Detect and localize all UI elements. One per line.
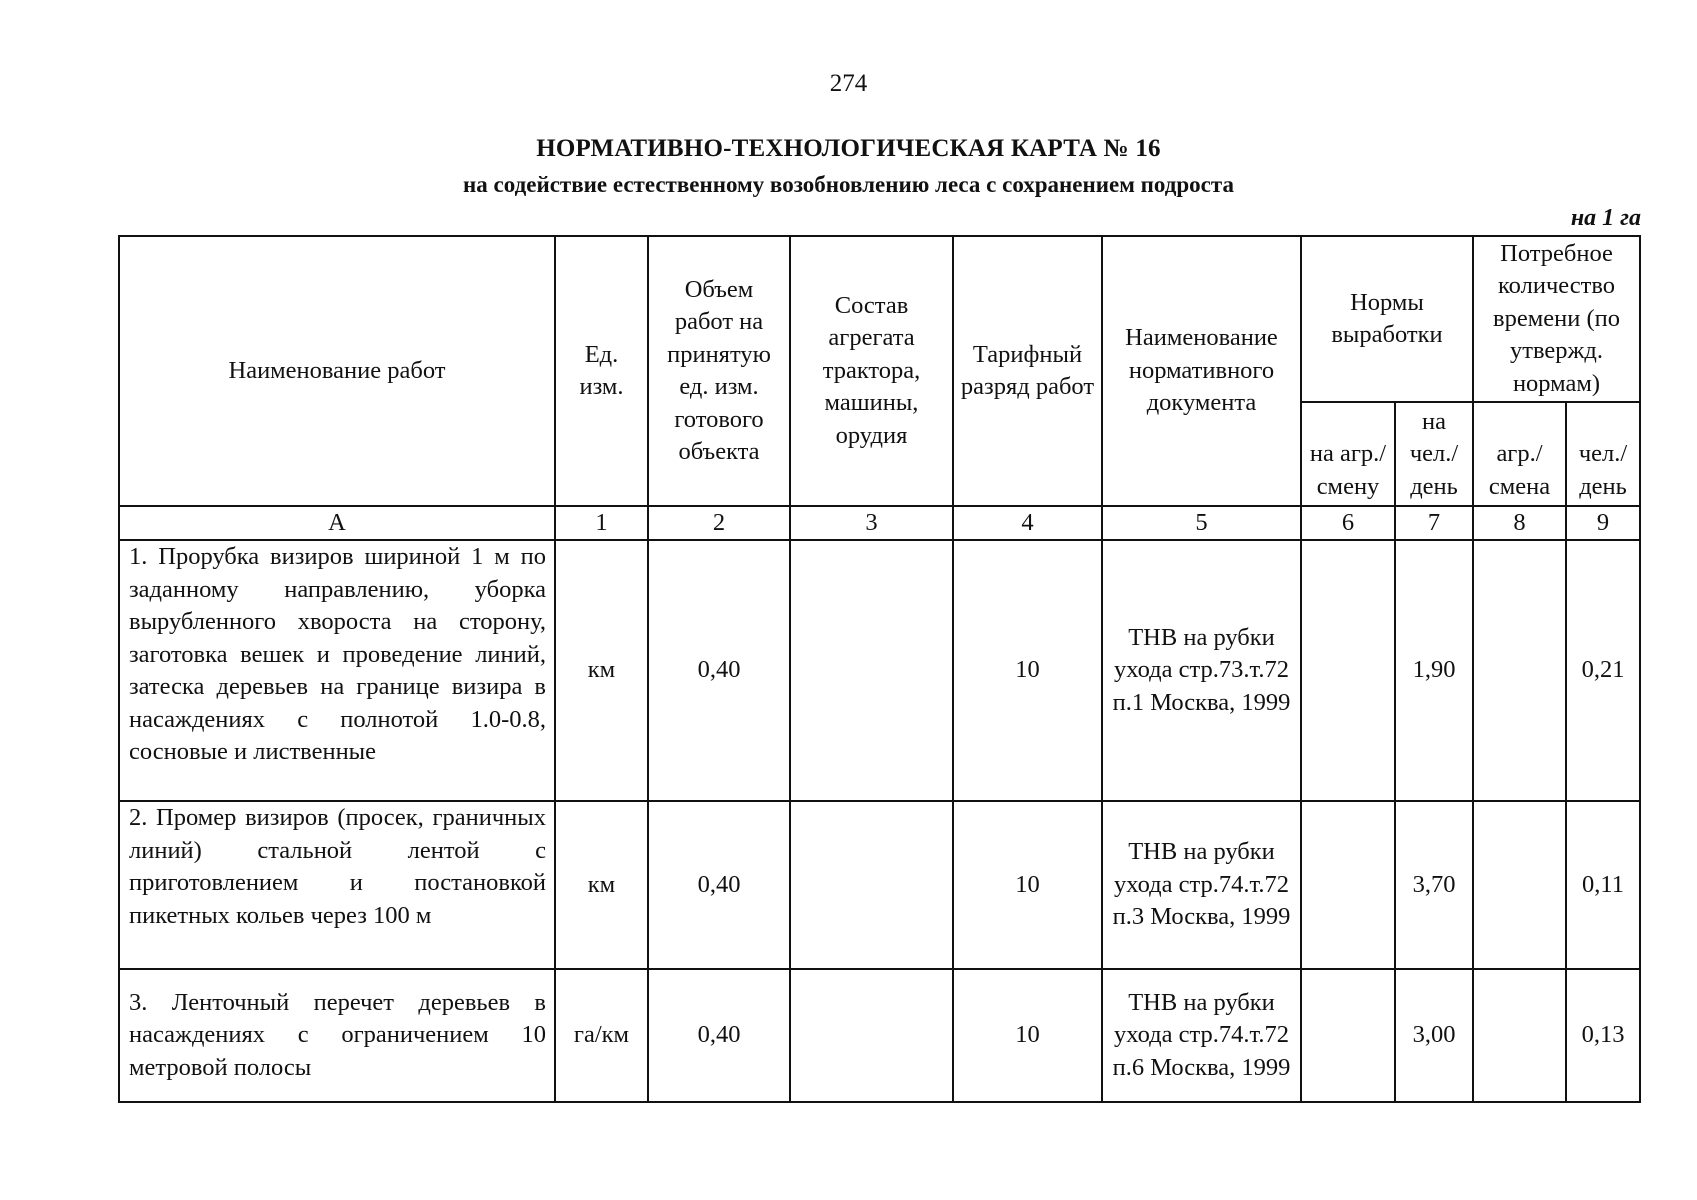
aggregate-cell <box>790 801 953 969</box>
header-output-per-agr: на агр./ смену <box>1301 402 1395 506</box>
header-row <box>119 236 1640 402</box>
time-agr-cell <box>1473 540 1566 801</box>
time-agr-cell <box>1473 801 1566 969</box>
norm-man-cell: 1,90 <box>1395 540 1473 801</box>
work-name-cell: 1. Прорубка визиров шириной 1 м по заданному направлению, уборка вырубленного хвороста на сторону, заготовка вешек и проведение линий, затеска деревьев на границе визира в насаждениях с полнотой 1.0-0.8, сосновые и лиственные <box>119 540 555 801</box>
document-cell: ТНВ на рубки ухода стр.73.т.72 п.1 Москва, 1999 <box>1102 540 1301 801</box>
time-man-cell: 0,13 <box>1566 969 1640 1102</box>
header-document: Наименование нормативного документа <box>1102 236 1301 506</box>
unit-cell: км <box>555 801 648 969</box>
column-index: 2 <box>648 506 790 540</box>
aggregate-cell <box>790 540 953 801</box>
header-time-man: чел./ день <box>1566 402 1640 506</box>
column-index: 6 <box>1301 506 1395 540</box>
unit-cell: км <box>555 540 648 801</box>
header-volume: Объем работ на принятую ед. изм. готового объекта <box>648 236 790 506</box>
aggregate-cell <box>790 969 953 1102</box>
column-index: 3 <box>790 506 953 540</box>
header-time-required: Потребное количество времени (по утвержд. нормам) <box>1473 236 1640 402</box>
header-work-name: Наименование работ <box>119 236 555 506</box>
document-title: НОРМАТИВНО-ТЕХНОЛОГИЧЕСКАЯ КАРТА № 16 <box>536 135 1161 162</box>
document-subtitle: на содействие естественному возобновлению леса с сохранением подроста <box>463 172 1234 197</box>
column-index-row <box>119 506 1640 540</box>
norm-man-cell: 3,00 <box>1395 969 1473 1102</box>
column-index: 4 <box>953 506 1102 540</box>
unit-cell: га/км <box>555 969 648 1102</box>
norm-man-cell: 3,70 <box>1395 801 1473 969</box>
column-index: 9 <box>1566 506 1640 540</box>
time-man-cell: 0,11 <box>1566 801 1640 969</box>
table-row <box>119 969 1640 1102</box>
volume-cell: 0,40 <box>648 801 790 969</box>
time-agr-cell <box>1473 969 1566 1102</box>
norm-agr-cell <box>1301 801 1395 969</box>
volume-cell: 0,40 <box>648 969 790 1102</box>
column-index: А <box>119 506 555 540</box>
header-time-agr: агр./ смена <box>1473 402 1566 506</box>
tariff-cell: 10 <box>953 801 1102 969</box>
column-index: 7 <box>1395 506 1473 540</box>
norm-agr-cell <box>1301 540 1395 801</box>
norms-table <box>118 235 1641 1103</box>
work-name-cell: 3. Ленточный перечет деревьев в насаждениях с ограничением 10 метровой полосы <box>119 969 555 1102</box>
header-tariff: Тарифный разряд работ <box>953 236 1102 506</box>
work-name-cell: 2. Промер визиров (просек, граничных линий) стальной лентой с приготовлением и постановкой пикетных кольев через 100 м <box>119 801 555 969</box>
table-row <box>119 801 1640 969</box>
norm-agr-cell <box>1301 969 1395 1102</box>
table-row <box>119 540 1640 801</box>
document-cell: ТНВ на рубки ухода стр.74.т.72 п.3 Москва, 1999 <box>1102 801 1301 969</box>
time-man-cell: 0,21 <box>1566 540 1640 801</box>
unit-note: на 1 га <box>1570 205 1641 231</box>
volume-cell: 0,40 <box>648 540 790 801</box>
column-index: 5 <box>1102 506 1301 540</box>
tariff-cell: 10 <box>953 540 1102 801</box>
document-cell: ТНВ на рубки ухода стр.74.т.72 п.6 Москва, 1999 <box>1102 969 1301 1102</box>
header-output-norms: Нормы выработки <box>1301 236 1473 402</box>
page-number: 274 <box>829 70 868 97</box>
header-unit: Ед. изм. <box>555 236 648 506</box>
column-index: 1 <box>555 506 648 540</box>
header-output-per-man: на чел./ день <box>1395 402 1473 506</box>
column-index: 8 <box>1473 506 1566 540</box>
tariff-cell: 10 <box>953 969 1102 1102</box>
header-aggregate: Состав агрегата трактора, машины, орудия <box>790 236 953 506</box>
